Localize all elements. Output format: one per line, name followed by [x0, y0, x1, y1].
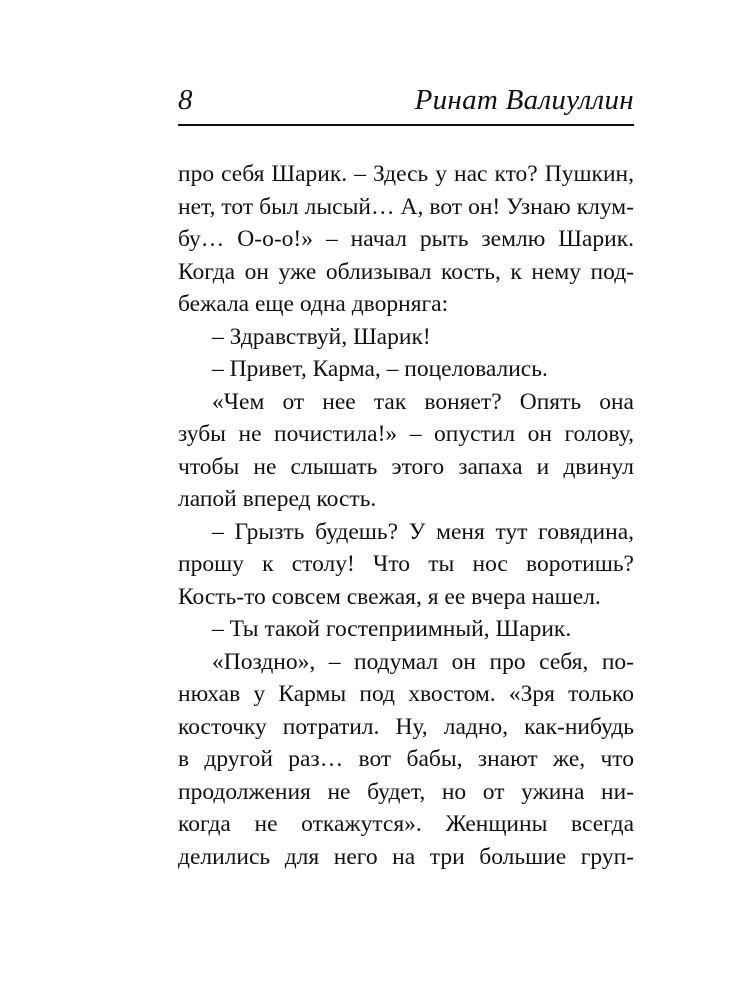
text-line: – Здравствуй, Шарик!	[212, 323, 431, 350]
page-number: 8	[178, 84, 193, 116]
text-line: зубы не почистила!» – опустил он голову,	[178, 421, 634, 447]
text-line: – Ты такой гостеприимный, Шарик.	[212, 616, 572, 642]
text-line: Кость-то совсем свежая, я ее вчера нашел.	[178, 583, 601, 610]
text-line: когда не откажутся». Женщины всегда	[178, 811, 634, 837]
text-line: косточку потратил. Ну, ладно, как-нибудь	[178, 713, 634, 740]
text-line: прошу к столу! Что ты нос воротишь?	[178, 551, 634, 577]
text-line: Когда он уже облизывал кость, к нему под-	[178, 258, 634, 285]
text-line: про себя Шарик. – Здесь у нас кто? Пушкин,	[178, 161, 634, 187]
text-line: нюхав у Кармы под хвостом. «Зря только	[178, 681, 634, 707]
text-line: бу… О-о-о!» – начал рыть землю Шарик.	[178, 226, 634, 252]
text-line: «Поздно», – подумал он про себя, по-	[212, 648, 634, 675]
text-line: – Привет, Карма, – поцеловались.	[212, 356, 548, 382]
text-line: делились для него на три большие груп-	[178, 843, 634, 870]
text-line: продолжения не будет, но от ужина ни-	[178, 778, 634, 805]
text-line: нет, тот был лысый… А, вот он! Узнаю клум-	[178, 193, 634, 220]
header-rule	[178, 124, 634, 126]
text-line: бежала еще одна дворняга:	[178, 291, 449, 317]
text-line: – Грызть будешь? У меня тут говядина,	[212, 518, 634, 545]
text-line: чтобы не слышать этого запаха и двинул	[178, 453, 634, 480]
text-line: «Чем от нее так воняет? Опять она	[212, 388, 634, 415]
author-name: Ринат Валиуллин	[414, 84, 634, 116]
body-text	[178, 158, 634, 873]
text-line: в другой раз… вот бабы, знают же, что	[178, 746, 634, 772]
running-head	[178, 78, 634, 122]
text-line: лапой вперед кость.	[178, 486, 377, 512]
